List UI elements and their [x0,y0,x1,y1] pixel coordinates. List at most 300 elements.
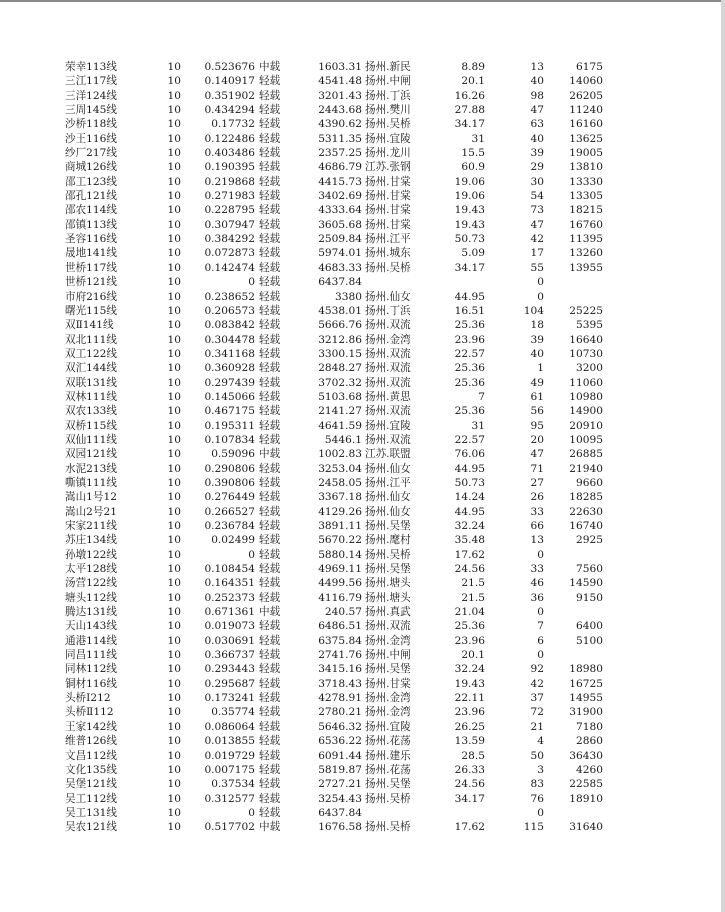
cell-amount: 31640 [569,821,603,834]
cell-capacity: 3212.86 [318,333,362,346]
cell-amount: 19005 [569,147,603,160]
cell-line-name: 太平128线 [65,563,118,576]
cell-substation: 扬州.建乐 [365,749,411,762]
cell-line-name: 嵩山1号12 [65,491,118,504]
cell-substation: 扬州.新民 [365,61,411,73]
cell-distance: 20.1 [461,649,485,662]
cell-substation: 扬州.金湾 [365,706,411,719]
cell-line-name: 孙墩122线 [65,548,118,561]
cell-line-name: 沙桥118线 [65,118,118,131]
cell-load-rate: 0.517702 [204,821,255,834]
cell-count: 37 [530,692,544,705]
cell-line-name: 三江117线 [65,75,118,88]
cell-voltage: 10 [167,405,181,418]
cell-distance: 50.73 [454,476,485,489]
cell-load-rate: 0.190395 [204,161,255,174]
cell-substation: 扬州.仙女 [365,491,411,504]
cell-distance: 22.57 [454,433,485,446]
cell-count: 20 [530,433,544,446]
cell-load-rate: 0.37534 [211,778,255,791]
cell-load-status: 轻载 [259,505,281,518]
cell-count: 0 [537,290,544,303]
cell-line-name: 双桥115线 [65,419,118,432]
cell-amount: 25225 [569,304,603,317]
cell-substation: 扬州.双流 [365,376,411,389]
cell-line-name: 双联131线 [65,376,118,389]
cell-count: 72 [530,706,544,719]
cell-capacity: 2443.68 [318,104,362,117]
cell-distance: 44.95 [454,462,485,475]
cell-amount: 6175 [576,61,603,73]
cell-distance: 27.88 [454,104,485,117]
cell-amount: 16740 [569,520,603,532]
cell-load-rate: 0.195311 [204,419,255,432]
cell-line-name: 沙王116线 [65,132,118,145]
cell-capacity: 2458.05 [318,476,362,489]
cell-line-name: 曙光115线 [65,304,118,317]
cell-load-status: 轻载 [259,290,281,303]
cell-distance: 20.1 [461,75,485,88]
cell-count: 18 [530,319,544,332]
cell-load-status: 轻载 [259,462,281,475]
cell-voltage: 10 [167,132,181,145]
cell-load-rate: 0.366737 [204,649,255,662]
cell-load-status: 轻载 [259,118,281,131]
cell-load-status: 轻载 [259,276,281,289]
cell-amount: 2925 [576,534,603,547]
cell-load-status: 轻载 [259,175,281,188]
cell-load-status: 轻载 [259,735,281,748]
cell-distance: 31 [471,132,485,145]
cell-voltage: 10 [167,190,181,203]
cell-line-name: 苏庄134线 [65,534,118,547]
cell-capacity: 1676.58 [318,821,362,834]
cell-capacity: 240.57 [324,606,362,619]
cell-capacity: 5819.87 [318,763,362,776]
cell-count: 46 [530,577,544,590]
cell-distance: 44.95 [454,290,485,303]
cell-distance: 28.5 [461,749,485,762]
cell-amount: 11240 [569,104,603,117]
cell-voltage: 10 [167,677,181,690]
cell-count: 7 [537,620,544,633]
window-right-edge [721,0,725,912]
cell-count: 6 [537,634,544,647]
cell-load-rate: 0.164351 [204,577,255,590]
cell-capacity: 5311.35 [318,132,362,145]
cell-capacity: 2741.76 [318,649,362,662]
cell-line-name: 荣幸113线 [65,61,118,73]
cell-line-name: 圣容116线 [65,233,118,246]
cell-count: 50 [530,749,544,762]
cell-capacity: 3380 [335,290,362,303]
cell-amount: 7560 [576,563,603,576]
cell-count: 40 [530,132,544,145]
cell-line-name: 汤营122线 [65,577,118,590]
cell-amount: 16640 [569,333,603,346]
cell-substation: 扬州.金湾 [365,634,411,647]
cell-load-status: 轻载 [259,491,281,504]
cell-distance: 7 [478,390,485,403]
cell-load-status: 轻载 [259,261,281,274]
cell-load-status: 轻载 [259,534,281,547]
cell-count: 76 [530,792,544,805]
cell-voltage: 10 [167,333,181,346]
cell-voltage: 10 [167,462,181,475]
cell-voltage: 10 [167,261,181,274]
cell-load-status: 轻载 [259,362,281,375]
cell-line-name: 嵩山2号21 [65,505,118,518]
cell-count: 73 [530,204,544,217]
cell-substation: 扬州.真武 [365,606,411,619]
cell-voltage: 10 [167,89,181,102]
cell-distance: 35.48 [454,534,485,547]
cell-capacity: 3253.04 [318,462,362,475]
cell-load-rate: 0.108454 [204,563,255,576]
cell-voltage: 10 [167,620,181,633]
cell-load-status: 中载 [259,61,281,73]
cell-load-status: 中载 [259,606,281,619]
cell-voltage: 10 [167,534,181,547]
cell-load-rate: 0.307947 [204,218,255,231]
cell-capacity: 5646.32 [318,720,362,733]
cell-load-rate: 0.295687 [204,677,255,690]
cell-substation: 江苏.联盟 [365,448,411,461]
cell-count: 0 [537,649,544,662]
cell-capacity: 6486.51 [318,620,362,633]
cell-voltage: 10 [167,505,181,518]
cell-amount: 13260 [569,247,603,260]
cell-substation: 扬州.宜陵 [365,720,411,733]
cell-load-status: 轻载 [259,132,281,145]
cell-load-status: 轻载 [259,104,281,117]
cell-count: 29 [530,161,544,174]
cell-count: 66 [530,520,544,532]
cell-load-status: 轻载 [259,147,281,160]
cell-substation: 扬州.双流 [365,319,411,332]
cell-load-status: 轻载 [259,433,281,446]
cell-distance: 26.25 [454,720,485,733]
cell-voltage: 10 [167,218,181,231]
cell-substation: 江苏.张钢 [365,161,411,174]
cell-load-status: 轻载 [259,706,281,719]
cell-substation: 扬州.江平 [365,233,411,246]
cell-voltage: 10 [167,304,181,317]
cell-voltage: 10 [167,792,181,805]
cell-voltage: 10 [167,448,181,461]
cell-substation: 扬州.双流 [365,347,411,360]
cell-count: 39 [530,147,544,160]
cell-distance: 19.06 [454,175,485,188]
cell-load-status: 轻载 [259,620,281,633]
cell-load-rate: 0.467175 [204,405,255,418]
cell-amount: 16160 [569,118,603,131]
cell-capacity: 4116.79 [318,591,362,604]
cell-load-rate: 0 [248,276,255,289]
cell-capacity: 2780.21 [318,706,362,719]
cell-substation: 扬州.甘棠 [365,204,411,217]
cell-voltage: 10 [167,491,181,504]
cell-substation: 扬州.双流 [365,433,411,446]
cell-capacity: 4333.64 [318,204,362,217]
cell-load-status: 轻载 [259,548,281,561]
cell-distance: 25.36 [454,362,485,375]
cell-capacity: 3402.69 [318,190,362,203]
cell-load-status: 轻载 [259,75,281,88]
cell-amount: 5395 [576,319,603,332]
cell-count: 36 [530,591,544,604]
cell-capacity: 4969.11 [318,563,362,576]
cell-count: 0 [537,548,544,561]
cell-substation: 扬州.丁浜 [365,89,411,102]
cell-voltage: 10 [167,763,181,776]
cell-count: 92 [530,663,544,676]
cell-voltage: 10 [167,706,181,719]
cell-line-name: 嘶镇111线 [65,476,118,489]
cell-substation: 扬州.龙川 [365,147,411,160]
cell-distance: 60.9 [461,161,485,174]
cell-line-name: 邵孔121线 [65,190,118,203]
cell-substation: 扬州.吴堡 [365,563,411,576]
cell-capacity: 3718.43 [318,677,362,690]
cell-amount: 4260 [576,763,603,776]
cell-count: 0 [537,606,544,619]
cell-amount: 11395 [569,233,603,246]
cell-distance: 14.24 [454,491,485,504]
cell-substation: 扬州.中闸 [365,75,411,88]
cell-load-status: 轻载 [259,233,281,246]
cell-distance: 32.24 [454,663,485,676]
cell-load-status: 轻载 [259,692,281,705]
cell-count: 4 [537,735,544,748]
cell-load-rate: 0.107834 [204,433,255,446]
cell-load-status: 轻载 [259,476,281,489]
cell-voltage: 10 [167,319,181,332]
cell-substation: 扬州.樊川 [365,104,411,117]
cell-count: 42 [530,677,544,690]
cell-count: 54 [530,190,544,203]
cell-distance: 44.95 [454,505,485,518]
cell-load-status: 轻载 [259,792,281,805]
cell-distance: 25.36 [454,620,485,633]
cell-load-rate: 0.142474 [204,261,255,274]
cell-voltage: 10 [167,390,181,403]
cell-load-rate: 0 [248,806,255,819]
cell-distance: 16.51 [454,304,485,317]
cell-load-rate: 0.206573 [204,304,255,317]
cell-voltage: 10 [167,634,181,647]
cell-substation: 扬州.双流 [365,362,411,375]
cell-substation: 扬州.甘棠 [365,677,411,690]
cell-capacity: 4129.26 [318,505,362,518]
cell-load-status: 轻载 [259,749,281,762]
cell-load-rate: 0.290806 [204,462,255,475]
cell-capacity: 5670.22 [318,534,362,547]
cell-substation: 扬州.金湾 [365,333,411,346]
cell-substation: 扬州.麾村 [365,534,411,547]
cell-substation: 扬州.宜陵 [365,419,411,432]
cell-count: 0 [537,806,544,819]
cell-distance: 21.5 [461,591,485,604]
cell-substation: 扬州.江平 [365,476,411,489]
cell-distance: 34.17 [454,261,485,274]
cell-amount: 10095 [569,433,603,446]
cell-load-status: 轻载 [259,577,281,590]
cell-count: 39 [530,333,544,346]
cell-count: 71 [530,462,544,475]
cell-load-rate: 0.341168 [204,347,255,360]
cell-load-status: 轻载 [259,806,281,819]
cell-line-name: 吴工112线 [65,792,118,805]
cell-voltage: 10 [167,104,181,117]
cell-load-rate: 0.083842 [204,319,255,332]
cell-substation: 扬州.双流 [365,405,411,418]
cell-voltage: 10 [167,591,181,604]
cell-load-rate: 0.293443 [204,663,255,676]
cell-load-status: 中载 [259,448,281,461]
cell-line-name: 双仙111线 [65,433,118,446]
cell-count: 83 [530,778,544,791]
cell-amount: 14060 [569,75,603,88]
cell-line-name: 吴工131线 [65,806,118,819]
cell-amount: 14955 [569,692,603,705]
cell-load-status: 中载 [259,821,281,834]
cell-line-name: 天山143线 [65,620,118,633]
cell-capacity: 4683.33 [318,261,362,274]
cell-voltage: 10 [167,749,181,762]
cell-count: 49 [530,376,544,389]
cell-voltage: 10 [167,778,181,791]
cell-line-name: 双北111线 [65,333,118,346]
cell-distance: 17.62 [454,548,485,561]
cell-voltage: 10 [167,419,181,432]
cell-line-name: 邵镇113线 [65,218,118,231]
cell-load-status: 轻载 [259,161,281,174]
cell-substation: 扬州.宜陵 [365,132,411,145]
cell-voltage: 10 [167,362,181,375]
cell-distance: 23.96 [454,333,485,346]
cell-load-status: 轻载 [259,649,281,662]
cell-line-name: 宋家211线 [65,520,118,532]
cell-distance: 19.43 [454,218,485,231]
cell-voltage: 10 [167,692,181,705]
cell-line-name: 双农133线 [65,405,118,418]
cell-load-status: 轻载 [259,89,281,102]
cell-count: 56 [530,405,544,418]
cell-substation: 扬州.吴桥 [365,548,411,561]
cell-count: 47 [530,104,544,117]
cell-capacity: 6437.84 [318,276,362,289]
cell-line-name: 维普126线 [65,735,118,748]
cell-line-name: 双工122线 [65,347,118,360]
cell-substation: 扬州.吴桥 [365,792,411,805]
cell-distance: 21.5 [461,577,485,590]
cell-count: 40 [530,347,544,360]
cell-load-rate: 0.523676 [204,61,255,73]
cell-load-rate: 0.072873 [204,247,255,260]
cell-amount: 21940 [569,462,603,475]
cell-load-rate: 0.297439 [204,376,255,389]
cell-amount: 13955 [569,261,603,274]
cell-line-name: 世桥117线 [65,261,118,274]
cell-amount: 22630 [569,505,603,518]
cell-amount: 3200 [576,362,603,375]
cell-load-status: 轻载 [259,247,281,260]
cell-substation: 扬州.黄思 [365,390,411,403]
cell-line-name: 同昌111线 [65,649,118,662]
cell-capacity: 3605.68 [318,218,362,231]
cell-capacity: 3891.11 [318,520,362,532]
cell-distance: 19.43 [454,204,485,217]
cell-capacity: 4390.62 [318,118,362,131]
cell-capacity: 6536.22 [318,735,362,748]
cell-substation: 扬州.仙女 [365,290,411,303]
cell-amount: 20910 [569,419,603,432]
cell-line-name: 通港114线 [65,634,118,647]
cell-load-status: 轻载 [259,390,281,403]
cell-capacity: 2727.21 [318,778,362,791]
cell-substation: 扬州.丁浜 [365,304,411,317]
cell-load-status: 轻载 [259,663,281,676]
cell-load-rate: 0.384292 [204,233,255,246]
cell-voltage: 10 [167,433,181,446]
cell-substation: 扬州.仙女 [365,505,411,518]
window-top-edge [0,0,725,2]
cell-count: 0 [537,276,544,289]
cell-load-status: 轻载 [259,634,281,647]
cell-voltage: 10 [167,175,181,188]
cell-load-rate: 0.122486 [204,132,255,145]
cell-substation: 扬州.甘棠 [365,218,411,231]
cell-count: 61 [530,390,544,403]
cell-voltage: 10 [167,147,181,160]
cell-distance: 13.59 [454,735,485,748]
cell-amount: 16760 [569,218,603,231]
cell-count: 27 [530,476,544,489]
cell-amount: 10980 [569,390,603,403]
cell-capacity: 4278.91 [318,692,362,705]
cell-voltage: 10 [167,649,181,662]
cell-capacity: 4641.59 [318,419,362,432]
cell-distance: 5.09 [461,247,485,260]
cell-capacity: 5880.14 [318,548,362,561]
cell-distance: 32.24 [454,520,485,532]
cell-load-status: 轻载 [259,218,281,231]
cell-capacity: 6437.84 [318,806,362,819]
cell-capacity: 5666.76 [318,319,362,332]
cell-amount: 13305 [569,190,603,203]
cell-amount: 18215 [569,204,603,217]
cell-distance: 22.57 [454,347,485,360]
cell-load-status: 轻载 [259,520,281,532]
cell-load-rate: 0.403486 [204,147,255,160]
cell-voltage: 10 [167,548,181,561]
cell-substation: 扬州.吴桥 [365,821,411,834]
cell-amount: 26885 [569,448,603,461]
cell-load-rate: 0.007175 [204,763,255,776]
cell-load-status: 轻载 [259,319,281,332]
cell-line-name: 文化135线 [65,763,118,776]
cell-count: 13 [530,534,544,547]
cell-capacity: 4541.48 [318,75,362,88]
cell-load-rate: 0.173241 [204,692,255,705]
cell-voltage: 10 [167,821,181,834]
cell-count: 95 [530,419,544,432]
cell-capacity: 4538.01 [318,304,362,317]
cell-voltage: 10 [167,61,181,73]
cell-line-name: 头桥Ⅱ112 [65,706,114,719]
cell-voltage: 10 [167,276,181,289]
